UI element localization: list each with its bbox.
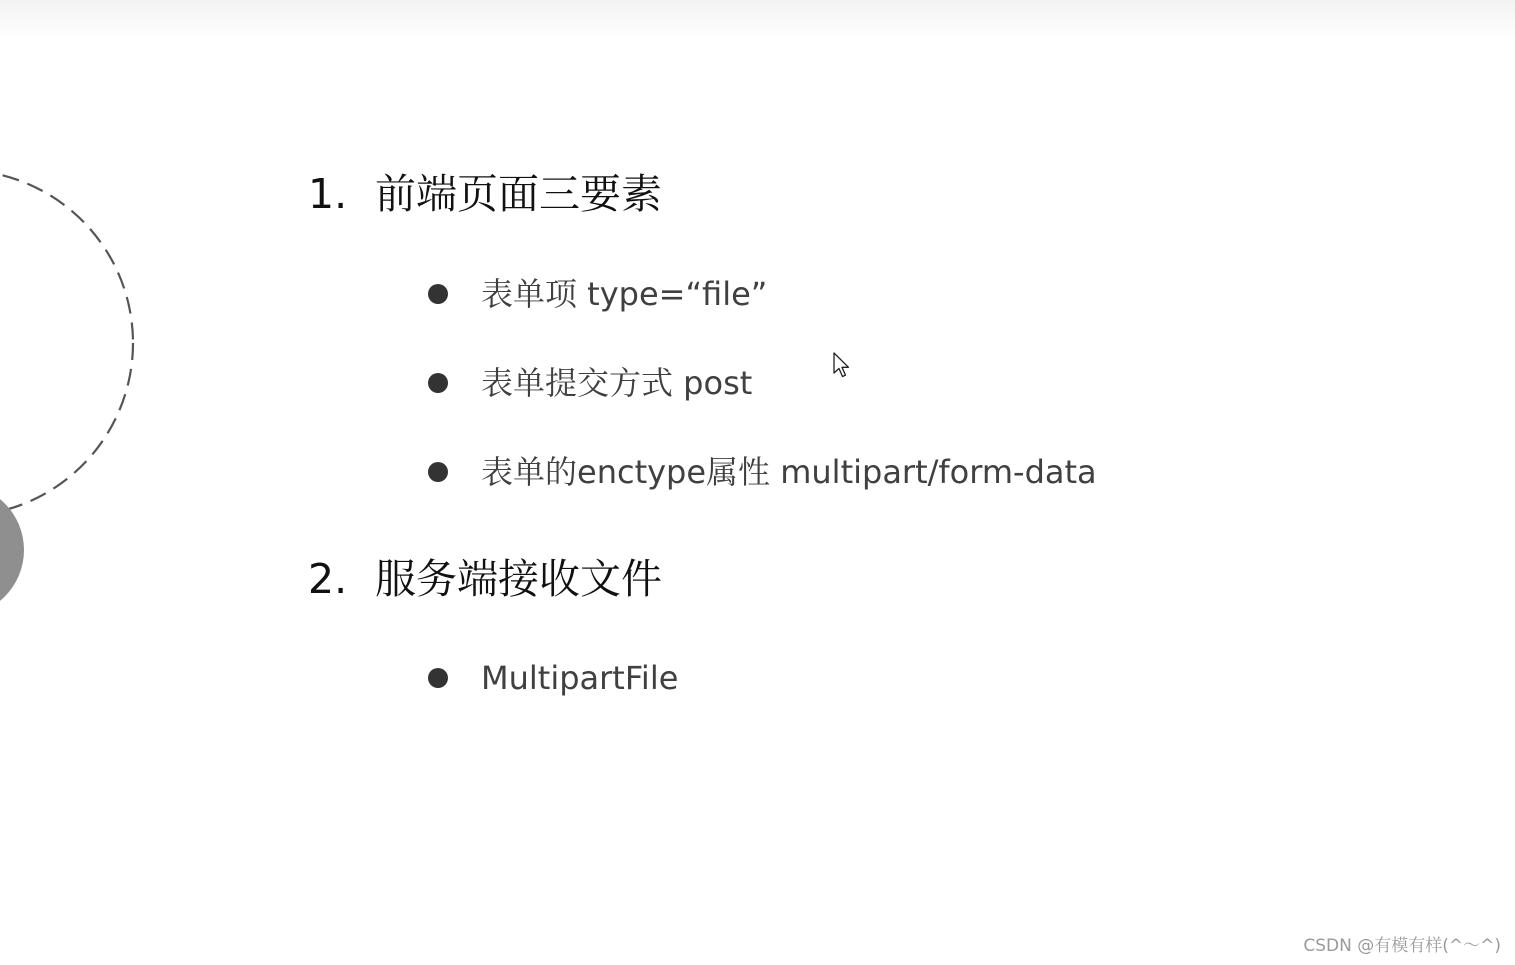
mouse-pointer-icon <box>833 352 853 380</box>
bullet-dot <box>428 284 448 304</box>
section-1-heading <box>308 170 662 218</box>
bullet-item <box>428 363 752 403</box>
bullet-dot <box>428 668 448 688</box>
section-1-title: 前端页面三要素 <box>375 170 662 218</box>
bullet-item <box>428 274 767 314</box>
dashed-circle-decoration <box>0 170 133 516</box>
section-2-number: 2. <box>308 555 348 603</box>
gray-circle-decoration <box>0 484 24 616</box>
decoration-shapes <box>0 0 200 640</box>
watermark-text: CSDN @有模有样(^～^) <box>1303 936 1501 956</box>
section-2-heading <box>308 555 662 603</box>
section-1-number: 1. <box>308 170 348 218</box>
section-2-title: 服务端接收文件 <box>375 555 662 603</box>
bullet-text: MultipartFile <box>481 659 679 697</box>
bullet-text: 表单提交方式 post <box>481 364 753 402</box>
bullet-text: 表单的enctype属性 multipart/form-data <box>481 453 1097 491</box>
bullet-text: 表单项 type=“file” <box>481 275 768 313</box>
bullet-dot <box>428 462 448 482</box>
bullet-item <box>428 452 1097 492</box>
bullet-dot <box>428 373 448 393</box>
top-shadow <box>0 0 1515 40</box>
bullet-item <box>428 658 678 698</box>
